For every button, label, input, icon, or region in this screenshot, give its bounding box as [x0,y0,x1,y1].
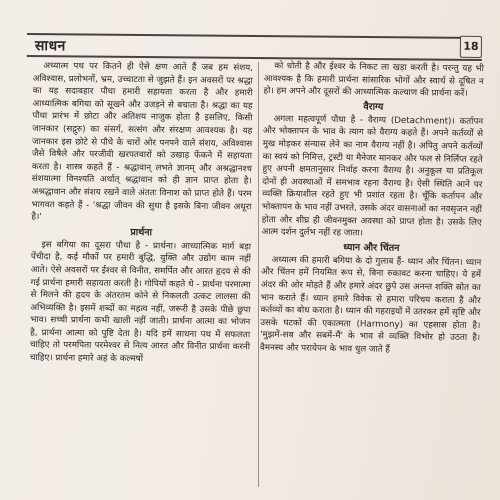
paragraph-prayer-continued: को धोती है और ईश्वर के निकट ला खड़ा करती है। परन्तु यह भी आवश्यक है कि हमारी प्रार्थना सांसारिक भोगों और स्वार्थ से दूषित न हो। हम अपने और दूसरों की आध्यात्मिक कल्याण की प्रार्थना करें। [263,61,484,100]
left-column [30,60,253,367]
paragraph-detachment: अगला महत्वपूर्ण पौधा है - वैराग्य (Detachment)। कर्तापन और भोक्तापन के भाव के त्याग को वैराग्य कहते हैं। अपने कर्तव्यों से मुख मोड़कर संन्यास लेने का नाम वैराग्य नहीं है। अपितु अपने कर्तव्यों का स्वयं को निमित्त, ट्रस्टी या मैनेजर मानकर और फल से निर्लिप्त रहते हुए अपनी क्षमतानुसार निर्वाह करना वैराग्य है। अनुकूल या प्रतिकूल दोनों ही अवस्थाओं में समभाव रहना वैराग्य है। ऐसी स्थिति आने पर व्यक्ति क्रियाशील रहते हुए भी प्रशांत रहता है। चूँकि कर्तापन और भोक्तापन के भाव नहीं उभरते, उसके अंदर वासनाओं का नवसृजन नहीं होता और शीघ्र ही जीवनमुक्त अवस्था को प्राप्त होता है। उसके लिए आत्म दर्शन दुर्लभ नहीं रह जाता। [261,113,484,239]
paragraph-prayer: इस बगिया का दूसरा पौधा है - प्रार्थना। आध्यात्मिक मार्ग बड़ा पेंचीदा है, कई मौकों पर हमारी बुद्धि, युक्ति और उद्योग काम नहीं आते। ऐसे अवसरों पर ईश्वर से विनीत, समर्पित और आरत हृदय से की गई प्रार्थना हमारी सहायता करती है। गोपियों कहते थे - प्रार्थना परमात्मा से मिलने की हृदय के अंतरतम कोने से निकलती उत्कट लालसा की अभिव्यक्ति है। इसमें शब्दों का महत्व नहीं, जरूरी है उसके पीछे छुपा भाव। सच्ची प्रार्थना कभी खाली नहीं जाती। प्रार्थना आत्मा का भोजन है, प्रार्थना आत्मा को पुष्टि देता है। यदि हमें साधना पथ में सफलता चाहिए तो परमपिता परमेश्वर से नित्य आरत और विनीत प्रार्थना करनी चाहिए। प्रार्थना हमारे अहं के कल्मषों [29,239,252,365]
paragraph-meditation: अध्यात्म की हमारी बगिया के दो गुलाब हैं- ध्यान और चिंतन। ध्यान और चिंतन हमें नियमित रूप से, बिना रुकावट करना चाहिए। ये हमें अंदर की ओर मोड़ते हैं और हमारे अंदर छुपे उस अनन्त शक्ति स्रोत का भान कराते हैं। ध्यान हमारे विवेक से हमारा परिचय कराता है और कर्तव्यों का बोध कराता है। ध्यान की गहराइयों में उतरकर हमें सृष्टि और उसके घटकों की एकात्मता (Harmony) का एहसास होता है। 'मुझमें-सब और सबमें-मैं' के भाव से व्यक्ति विभोर हो उठता है। वैमनस्य और परायेपन के भाव धुल जाते हैं [259,254,482,355]
heading-detachment: वैराग्य [363,101,384,113]
paragraph-faith: अध्यात्म पथ पर कितने ही ऐसे क्षण आते हैं जब हम संशय, अविश्वास, प्रलोभनों, भ्रम, उच्चाटता से जुझते हैं। इन अवसरों पर श्रद्धा का यह सदाबहार पौधा हमारी सहायता करता है और हमारी आध्यात्मिक बगिया को सूखने और उजड़ने से बचाता है। श्रद्धा का यह पौधा प्रारंभ में छोटा और अतिशय नाजुक होता है इसलिए, किसी जानकार (सद्गुरु) का संसर्ग, सत्संग और संरक्षण आवश्यक है। यह जानकार इस छोटे से पौधे के चारों ओर पनपने वाले संशय, अविश्वास जैसे विषैले और परजीवी खरपतवारों को उखाड़ फेंकने में सहायता करता है। शास्त्र कहते हैं - श्रद्धावान् लभते ज्ञानम् और अश्रद्धानश्च संशयात्मा विनश्यति अर्थात् श्रद्धावान को ही ज्ञान प्राप्त होता है। अश्रद्धावान और संशय रखने वाले अंततः विनाश को प्राप्त होते हैं। परम भागवत कहते हैं - 'श्रद्धा जीवन की सुधा है इसके बिना जीवन अधूरा है।' [31,61,253,223]
heading-prayer: प्रार्थना [130,226,153,238]
heading-meditation: ध्यान और चिंतन [343,241,400,254]
section-title: साधन [34,38,66,55]
page-header [27,33,482,61]
page-number: 18 [460,36,482,58]
column-divider [258,62,259,487]
right-column [260,60,484,358]
